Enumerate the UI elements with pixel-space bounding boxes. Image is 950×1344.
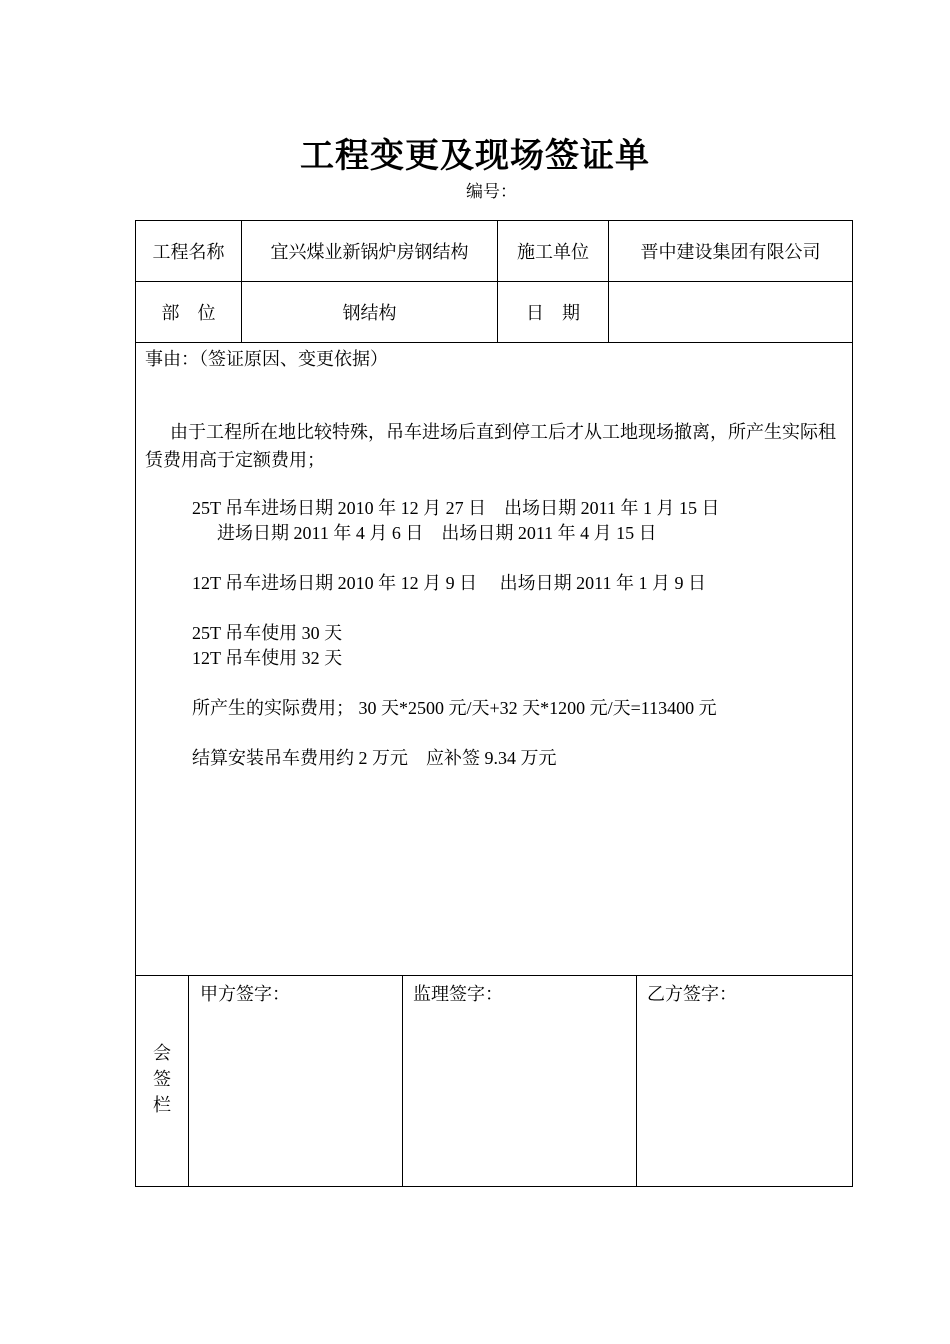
signature-section-char: 会: [153, 1043, 171, 1063]
crane-12t-usage: 12T 吊车使用 32 天: [192, 648, 343, 668]
party-b-signature-label: 乙方签字：: [647, 984, 737, 1004]
table-border-bottom: [135, 1186, 853, 1187]
project-name-label: 工程名称: [152, 242, 225, 262]
signature-section-char: 栏: [153, 1095, 171, 1115]
document-number-label: 编号：: [466, 182, 517, 201]
signature-section-label: [136, 1040, 188, 1118]
supervisor-signature-label: 监理签字：: [413, 984, 503, 1004]
settlement-line: 结算安装吊车费用约 2 万元 应补签 9.34 万元: [192, 748, 557, 768]
project-name-value: 宜兴煤业新锅炉房钢结构: [270, 242, 469, 262]
sign-col-divider-2: [402, 975, 403, 1186]
location-label: 部 位: [161, 303, 216, 323]
signature-section-char: 签: [153, 1069, 171, 1089]
crane-12t-dates: 12T 吊车进场日期 2010 年 12 月 9 日 出场日期 2011 年 1 月 9 日: [192, 573, 707, 593]
reason-heading: 事由：（签证原因、变更依据）: [145, 349, 388, 369]
crane-25t-usage: 25T 吊车使用 30 天: [192, 623, 343, 643]
sign-col-divider-1: [188, 975, 189, 1186]
actual-cost-line: 所产生的实际费用； 30 天*2500 元/天+32 天*1200 元/天=113400 元: [192, 698, 717, 718]
contractor-value: 晋中建设集团有限公司: [640, 242, 821, 262]
row-divider-2: [135, 342, 853, 343]
table-border-right: [852, 220, 853, 1187]
row-divider-3: [135, 975, 853, 976]
crane-25t-dates-1: 25T 吊车进场日期 2010 年 12 月 27 日 出场日期 2011 年 1 月 15 日: [192, 498, 720, 518]
document-title: 工程变更及现场签证单: [300, 136, 650, 176]
date-value: [609, 282, 852, 342]
crane-25t-dates-2: 进场日期 2011 年 4 月 6 日 出场日期 2011 年 4 月 15 日: [217, 523, 657, 543]
reason-paragraph: 由于工程所在地比较特殊，吊车进场后直到停工后才从工地现场撤离，所产生实际租赁费用高于定额费用；: [145, 422, 836, 470]
party-a-signature-label: 甲方签字：: [200, 984, 290, 1004]
contractor-label: 施工单位: [517, 242, 589, 262]
sign-col-divider-3: [636, 975, 637, 1186]
location-value: 钢结构: [342, 303, 397, 323]
date-label: 日 期: [526, 303, 580, 323]
